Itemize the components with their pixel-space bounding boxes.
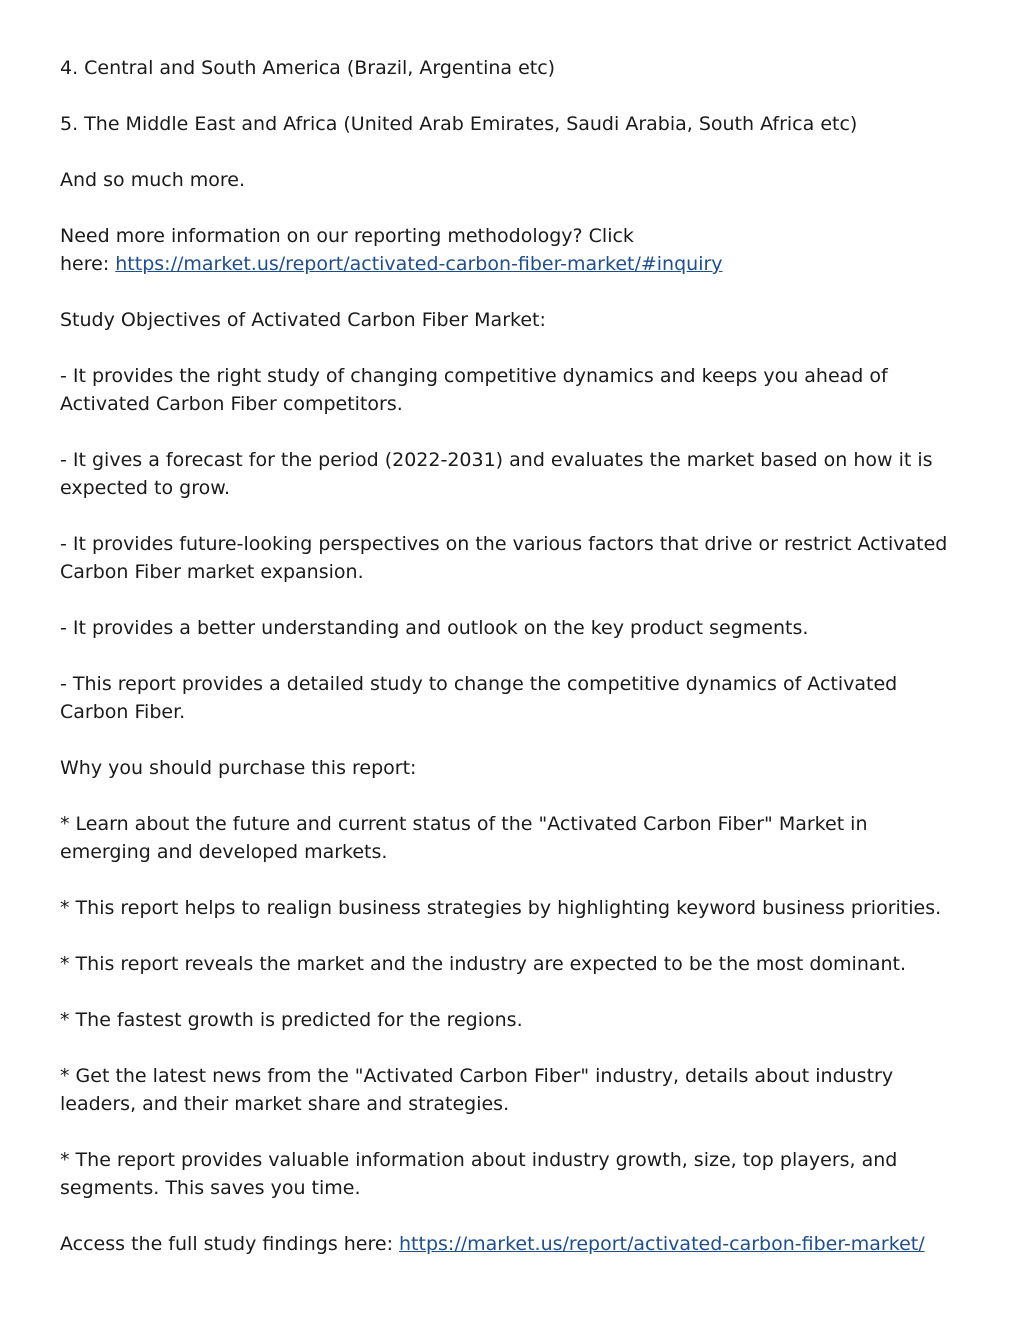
objective-item: - It provides future-looking perspectives on the various factors that drive or restrict Activated Carbon Fiber market expansion. (60, 533, 948, 583)
region-item-4: 4. Central and South America (Brazil, Argentina etc) (60, 57, 556, 79)
access-prefix: Access the full study findings here: (60, 1233, 400, 1255)
purchase-item: * This report helps to realign business strategies by highlighting keyword business priorities. (60, 897, 942, 919)
objective-item: - It gives a forecast for the period (2022-2031) and evaluates the market based on how it is expected to grow. (60, 449, 933, 499)
methodology-prefix: here: (60, 253, 116, 275)
methodology-line1: Need more information on our reporting methodology? Click (60, 225, 634, 247)
document-body (60, 54, 960, 1286)
objective-item: - It provides the right study of changing competitive dynamics and keeps you ahead of Activated Carbon Fiber competitors. (60, 365, 888, 415)
more-text: And so much more. (60, 169, 246, 191)
objective-item: - It provides a better understanding and outlook on the key product segments. (60, 617, 809, 639)
full-study-link[interactable]: https://market.us/report/activated-carbon-fiber-market/ (399, 1233, 925, 1255)
purchase-item: * The report provides valuable information about industry growth, size, top players, and segments. This saves you time. (60, 1149, 898, 1199)
purchase-heading: Why you should purchase this report: (60, 757, 417, 779)
methodology-paragraph (60, 222, 960, 278)
inquiry-link[interactable]: https://market.us/report/activated-carbon-fiber-market/#inquiry (115, 253, 723, 275)
purchase-item: * Learn about the future and current status of the "Activated Carbon Fiber" Market in emerging and developed markets. (60, 813, 868, 863)
objective-item: - This report provides a detailed study to change the competitive dynamics of Activated Carbon Fiber. (60, 673, 898, 723)
region-item-5: 5. The Middle East and Africa (United Arab Emirates, Saudi Arabia, South Africa etc) (60, 113, 858, 135)
access-paragraph (60, 1230, 960, 1258)
purchase-item: * This report reveals the market and the industry are expected to be the most dominant. (60, 953, 907, 975)
objectives-heading: Study Objectives of Activated Carbon Fiber Market: (60, 309, 546, 331)
purchase-item: * The fastest growth is predicted for the regions. (60, 1009, 523, 1031)
purchase-item: * Get the latest news from the "Activated Carbon Fiber" industry, details about industry leaders, and their market share and strategies. (60, 1065, 894, 1115)
